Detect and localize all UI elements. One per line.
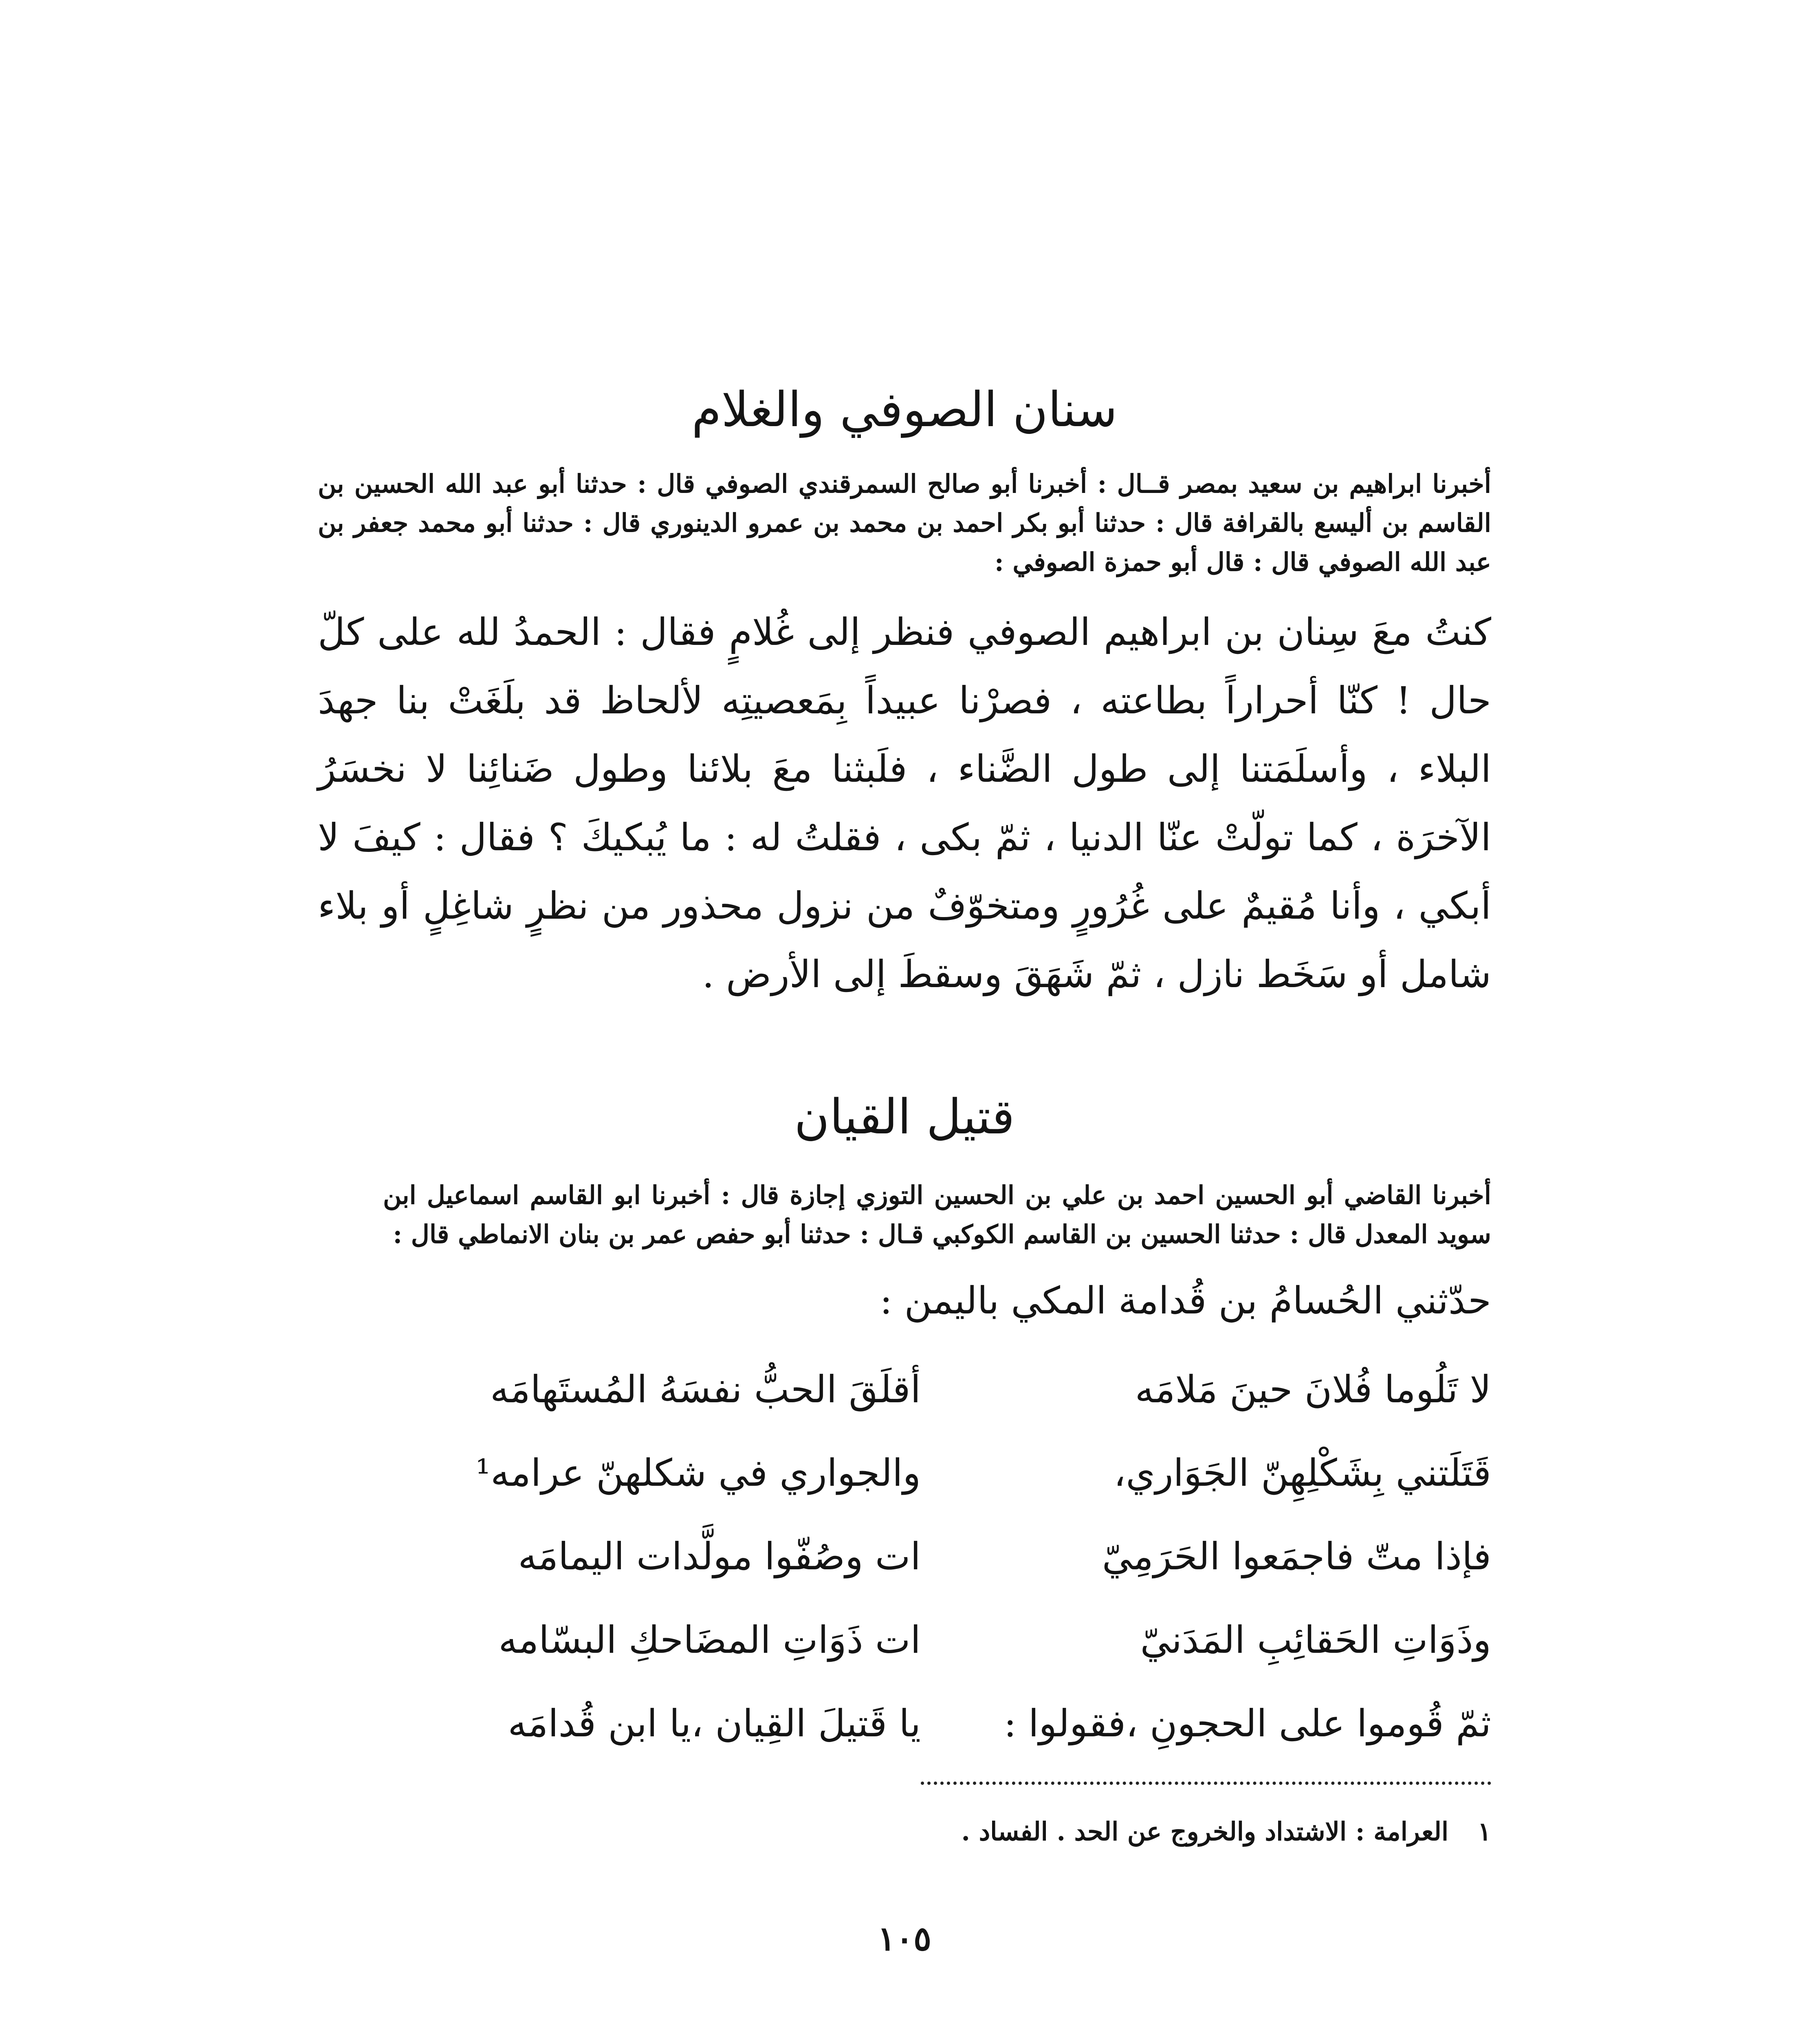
page-number: ١٠٥ [877, 1919, 932, 1958]
narrative-sinan: كنتُ معَ سِنان بن ابراهيم الصوفي فنظر إلى غُلامٍ فقال : الحمدُ لله على كلّ حال ! كنّا أحراراً بطاعته ، فصرْنا عبيداً بِمَعصيتِه لألحاظ قد بلَغَتْ بنا جهدَ البلاء ، وأسلَمَتنا إلى طول الضَّناء ، فلَبثنا معَ بلائنا وطول ضَنائِنا لا نخسَرُ الآخرَة ، كما تولّتْ عنّا الدنيا ، ثمّ بكى ، فقلتُ له : ما يُبكيكَ ؟ فقال : كيفَ لا أبكي ، وأنا مُقيمٌ على غُرُورٍ ومتخوّفٌ من نزول محذور من نظرٍ شاغِلٍ أو بلاء شامل أو سَخَط نازل ، ثمّ شَهَقَ وسقطَ إلى الأرض . [318, 610, 1491, 996]
poem-first-hemistich: وذَوَاتِ الحَقائِبِ المَدَنيّ [1140, 1618, 1491, 1662]
poem-verse [432, 1598, 1491, 1682]
poem-introduction: حدّثني الحُسامُ بن قُدامة المكي باليمن : [880, 1279, 1491, 1322]
poem-second-hemistich: والجواري في شكلهنّ عرامه¹ [475, 1451, 921, 1495]
poem-verse [432, 1431, 1491, 1515]
poem-first-hemistich: فإذا متّ فاجمَعوا الحَرَمِيّ [1102, 1535, 1491, 1578]
poem-verse [432, 1348, 1491, 1431]
section-title-sinan: سنان الصوفي والغلام [691, 381, 1118, 438]
isnad-chain-qiyan: أخبرنا القاضي أبو الحسين احمد بن علي بن الحسين التوزي إجازة قال : أخبرنا ابو القاسم اسماعيل ابن سويد المعدل قال : حدثنا الحسين بن القاسم الكوكبي قـال : حدثنا أبو حفص عمر بن بنان الانماطي قال : [383, 1180, 1491, 1249]
poem-verse [432, 1515, 1491, 1598]
poem-second-hemistich: ات ذَوَاتِ المضَاحكِ البسّامه [498, 1618, 921, 1662]
poem-verse [432, 1682, 1491, 1765]
footnote-text: العرامة : الاشتداد والخروج عن الحد . الفساد . [961, 1817, 1449, 1846]
footnote [318, 1813, 1491, 1850]
isnad-chain-sinan: أخبرنا ابراهيم بن سعيد بمصر قــال : أخبرنا أبو صالح السمرقندي الصوفي قال : حدثنا أبو عبد الله الحسين بن القاسم بن أليسع بالقرافة قال : حدثنا أبو بكر احمد بن محمد بن عمرو الدينوري قال : حدثنا أبو محمد جعفر بن عبد الله الصوفي قال : قال أبو حمزة الصوفي : [318, 469, 1491, 577]
poem-first-hemistich: لا تَلُوما فُلانَ حينَ مَلامَه [1135, 1368, 1491, 1411]
section-title-qatil-al-qiyan: قتيل القيان [794, 1089, 1015, 1145]
poem-first-hemistich: ثمّ قُوموا على الحجونِ ،فقولوا : [1004, 1702, 1491, 1745]
poem-second-hemistich: يا قَتيلَ القِيان ،يا ابن قُدامَه [508, 1702, 921, 1745]
poem [432, 1348, 1491, 1765]
footnote-divider [921, 1782, 1491, 1785]
poem-second-hemistich: أقلَقَ الحبُّ نفسَهُ المُستَهامَه [490, 1368, 921, 1411]
poem-second-hemistich: ات وصُفّوا مولَّدات اليمامَه [518, 1535, 921, 1578]
footnote-number: ١ [1477, 1817, 1491, 1846]
section-gap [318, 1009, 1491, 1086]
book-page [318, 379, 1491, 2037]
poem-first-hemistich: قَتَلَتني بِشَكْلِهِنّ الجَوَاري، [1114, 1451, 1491, 1495]
